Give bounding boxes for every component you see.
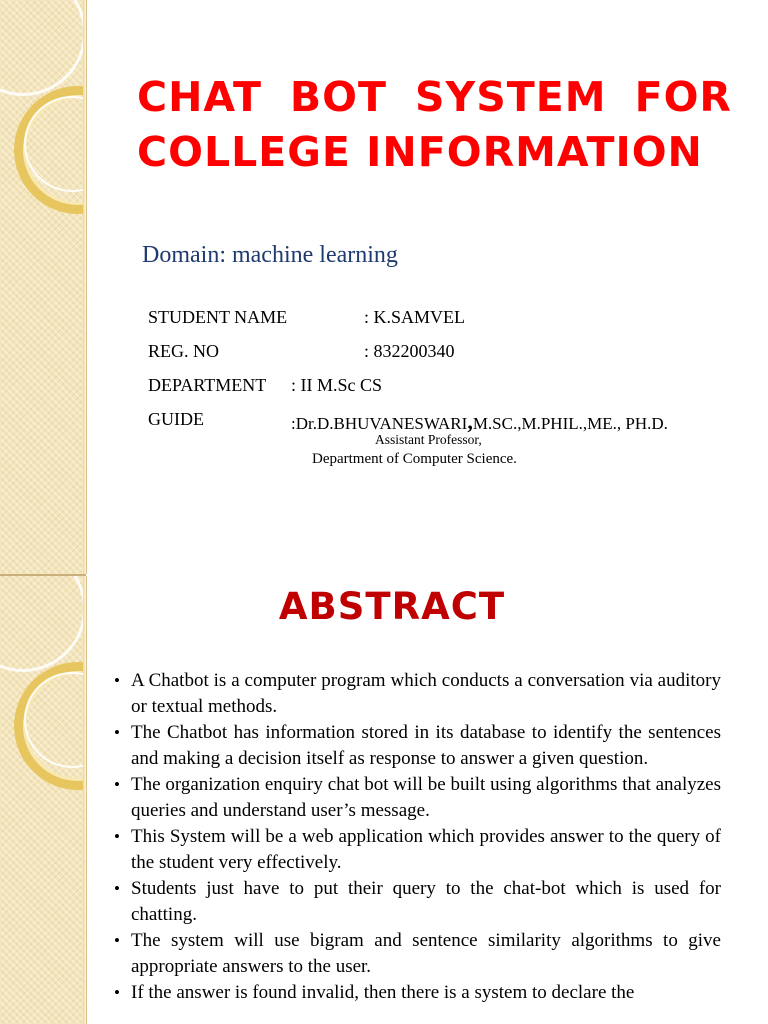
guide-row [148, 409, 668, 434]
department-label: DEPARTMENT [148, 375, 267, 395]
abstract-heading: ABSTRACT [278, 585, 506, 628]
bullet-icon: • [114, 983, 120, 1002]
bullet-icon: • [114, 723, 120, 742]
bullet-icon: • [114, 879, 120, 898]
student-name-value: : K.SAMVEL [364, 307, 466, 327]
reg-no-row [148, 341, 455, 362]
guide-comma: , [467, 409, 473, 434]
guide-label: GUIDE [148, 409, 204, 429]
decorative-side-strip-top [0, 0, 87, 574]
list-item: • The system will use bigram and sentence similarity algorithms to give appropriate answers to the user. [114, 930, 721, 977]
bullet-icon: • [114, 827, 120, 846]
guide-name: :Dr.D.BHUVANESWARI [291, 414, 468, 433]
bullet-icon: • [114, 775, 120, 794]
bullet-icon: • [114, 671, 120, 690]
reg-no-value: : 832200340 [364, 341, 455, 361]
department-row [148, 375, 383, 396]
list-item: • A Chatbot is a computer program which conducts a conversation via auditory or textual methods. [114, 670, 721, 717]
student-name-row [148, 307, 466, 328]
abstract-bullet-list [114, 668, 721, 1007]
gold-ring-decoration [0, 0, 86, 96]
guide-degrees: M.SC.,M.PHIL.,ME., PH.D. [472, 414, 668, 433]
list-item: • Students just have to put their query to the chat-bot which is used for chatting. [114, 878, 721, 925]
domain-line: Domain: machine learning [142, 242, 398, 268]
list-item: • The organization enquiry chat bot will be built using algorithms that analyzes queries and understand user’s message. [114, 774, 721, 821]
list-item: • If the answer is found invalid, then there is a system to declare the [114, 980, 721, 1006]
department-value: : II M.Sc CS [291, 375, 383, 395]
decorative-side-strip-bottom [0, 576, 87, 1024]
list-item: • This System will be a web application which provides answer to the query of the student very effectively. [114, 826, 721, 873]
guide-designation: Assistant Professor, [375, 432, 482, 447]
student-name-label: STUDENT NAME [148, 307, 288, 327]
guide-department: Department of Computer Science. [312, 451, 517, 467]
bullet-icon: • [114, 931, 120, 950]
reg-no-label: REG. NO [148, 341, 219, 361]
list-item: • The Chatbot has information stored in its database to identify the sentences and making a decision itself as response to answer a given question. [114, 722, 721, 769]
page-title: CHAT BOT SYSTEM FOR COLLEGE INFORMATION [137, 73, 732, 176]
